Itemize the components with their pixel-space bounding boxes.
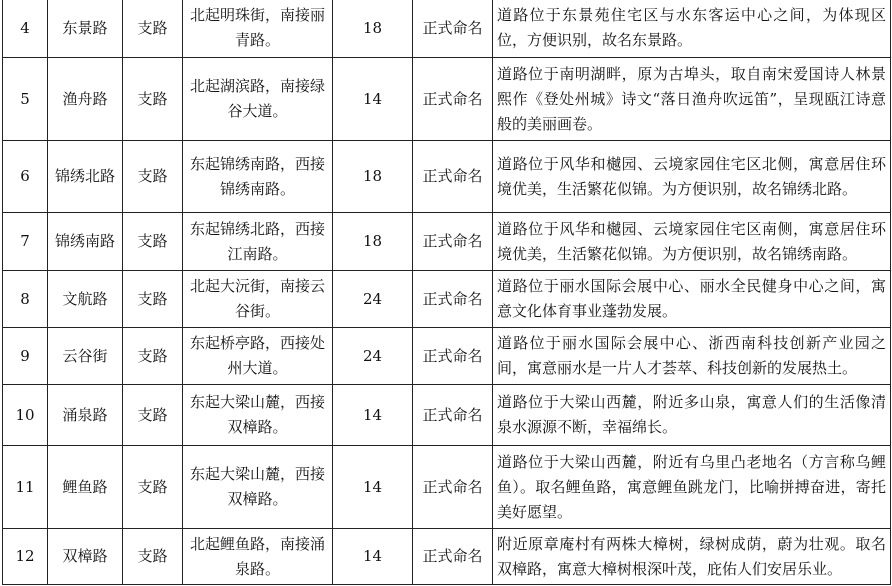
road-name: 渔舟路 [48,58,123,141]
row-number: 5 [3,58,48,141]
road-width: 14 [333,529,413,585]
table-row [3,0,891,58]
road-grade: 支路 [123,328,183,385]
road-naming-table [2,0,891,585]
road-grade: 支路 [123,446,183,529]
naming-type: 正式命名 [413,0,493,58]
naming-type: 正式命名 [413,213,493,271]
table-row [3,141,891,213]
road-grade: 支路 [123,213,183,271]
row-number: 4 [3,0,48,58]
road-width: 18 [333,141,413,213]
road-grade: 支路 [123,529,183,585]
road-width: 18 [333,0,413,58]
row-number: 9 [3,328,48,385]
road-grade: 支路 [123,141,183,213]
row-number: 11 [3,446,48,529]
road-grade: 支路 [123,0,183,58]
naming-description: 道路位于丽水国际会展中心、丽水全民健身中心之间，寓意文化体育事业蓬勃发展。 [493,271,891,328]
row-number: 12 [3,529,48,585]
naming-description: 道路位于丽水国际会展中心、浙西南科技创新产业园之间，寓意丽水是一片人才荟萃、科技创新的发展热土。 [493,328,891,385]
row-number: 8 [3,271,48,328]
row-number: 7 [3,213,48,271]
road-grade: 支路 [123,385,183,446]
road-name: 锦绣南路 [48,213,123,271]
road-extent: 东起大梁山麓，西接双樟路。 [183,446,333,529]
road-width: 14 [333,446,413,529]
road-name: 云谷街 [48,328,123,385]
table-row [3,385,891,446]
naming-description: 道路位于大梁山西麓，附近多山泉，寓意人们的生活像清泉水源源不断，幸福绵长。 [493,385,891,446]
row-number: 10 [3,385,48,446]
road-extent: 东起桥亭路，西接处州大道。 [183,328,333,385]
row-number: 6 [3,141,48,213]
table-row [3,529,891,585]
naming-description: 道路位于大梁山西麓，附近有乌里凸老地名（方言称乌鲤鱼）。取名鲤鱼路，寓意鲤鱼跳龙门，比喻拼搏奋进，寄托美好愿望。 [493,446,891,529]
road-extent: 东起锦绣北路，西接江南路。 [183,213,333,271]
road-width: 14 [333,385,413,446]
naming-type: 正式命名 [413,529,493,585]
road-extent: 北起湖滨路，南接绿谷大道。 [183,58,333,141]
naming-description: 道路位于风华和樾园、云境家园住宅区北侧，寓意居住环境优美，生活繁花似锦。为方便识别，故名锦绣北路。 [493,141,891,213]
road-extent: 东起大梁山麓，西接双樟路。 [183,385,333,446]
naming-type: 正式命名 [413,385,493,446]
road-name: 文航路 [48,271,123,328]
table-row [3,58,891,141]
road-name: 双樟路 [48,529,123,585]
naming-type: 正式命名 [413,58,493,141]
table-row [3,328,891,385]
road-name: 东景路 [48,0,123,58]
road-width: 24 [333,328,413,385]
naming-type: 正式命名 [413,328,493,385]
road-name: 鲤鱼路 [48,446,123,529]
road-extent: 北起鲤鱼路，南接涌泉路。 [183,529,333,585]
road-width: 24 [333,271,413,328]
road-width: 14 [333,58,413,141]
table-row [3,446,891,529]
naming-description: 道路位于南明湖畔，原为古埠头，取自南宋爱国诗人林景熙作《登处州城》诗文“落日渔舟吹远笛”，呈现瓯江诗意般的美丽画卷。 [493,58,891,141]
naming-description: 附近原章庵村有两株大樟树，绿树成荫，蔚为壮观。取名双樟路，寓意大樟树根深叶茂，庇佑人们安居乐业。 [493,529,891,585]
naming-description: 道路位于风华和樾园、云境家园住宅区南侧，寓意居住环境优美，生活繁花似锦。为方便识别，故名锦绣南路。 [493,213,891,271]
road-name: 锦绣北路 [48,141,123,213]
road-extent: 北起明珠街，南接丽青路。 [183,0,333,58]
naming-type: 正式命名 [413,271,493,328]
road-grade: 支路 [123,58,183,141]
table-row [3,271,891,328]
naming-type: 正式命名 [413,141,493,213]
road-width: 18 [333,213,413,271]
naming-description: 道路位于东景苑住宅区与水东客运中心之间，为体现区位，方便识别，故名东景路。 [493,0,891,58]
road-grade: 支路 [123,271,183,328]
road-extent: 东起锦绣南路，西接锦绣南路。 [183,141,333,213]
road-name: 涌泉路 [48,385,123,446]
table-row [3,213,891,271]
road-extent: 北起大沅街，南接云谷街。 [183,271,333,328]
naming-type: 正式命名 [413,446,493,529]
